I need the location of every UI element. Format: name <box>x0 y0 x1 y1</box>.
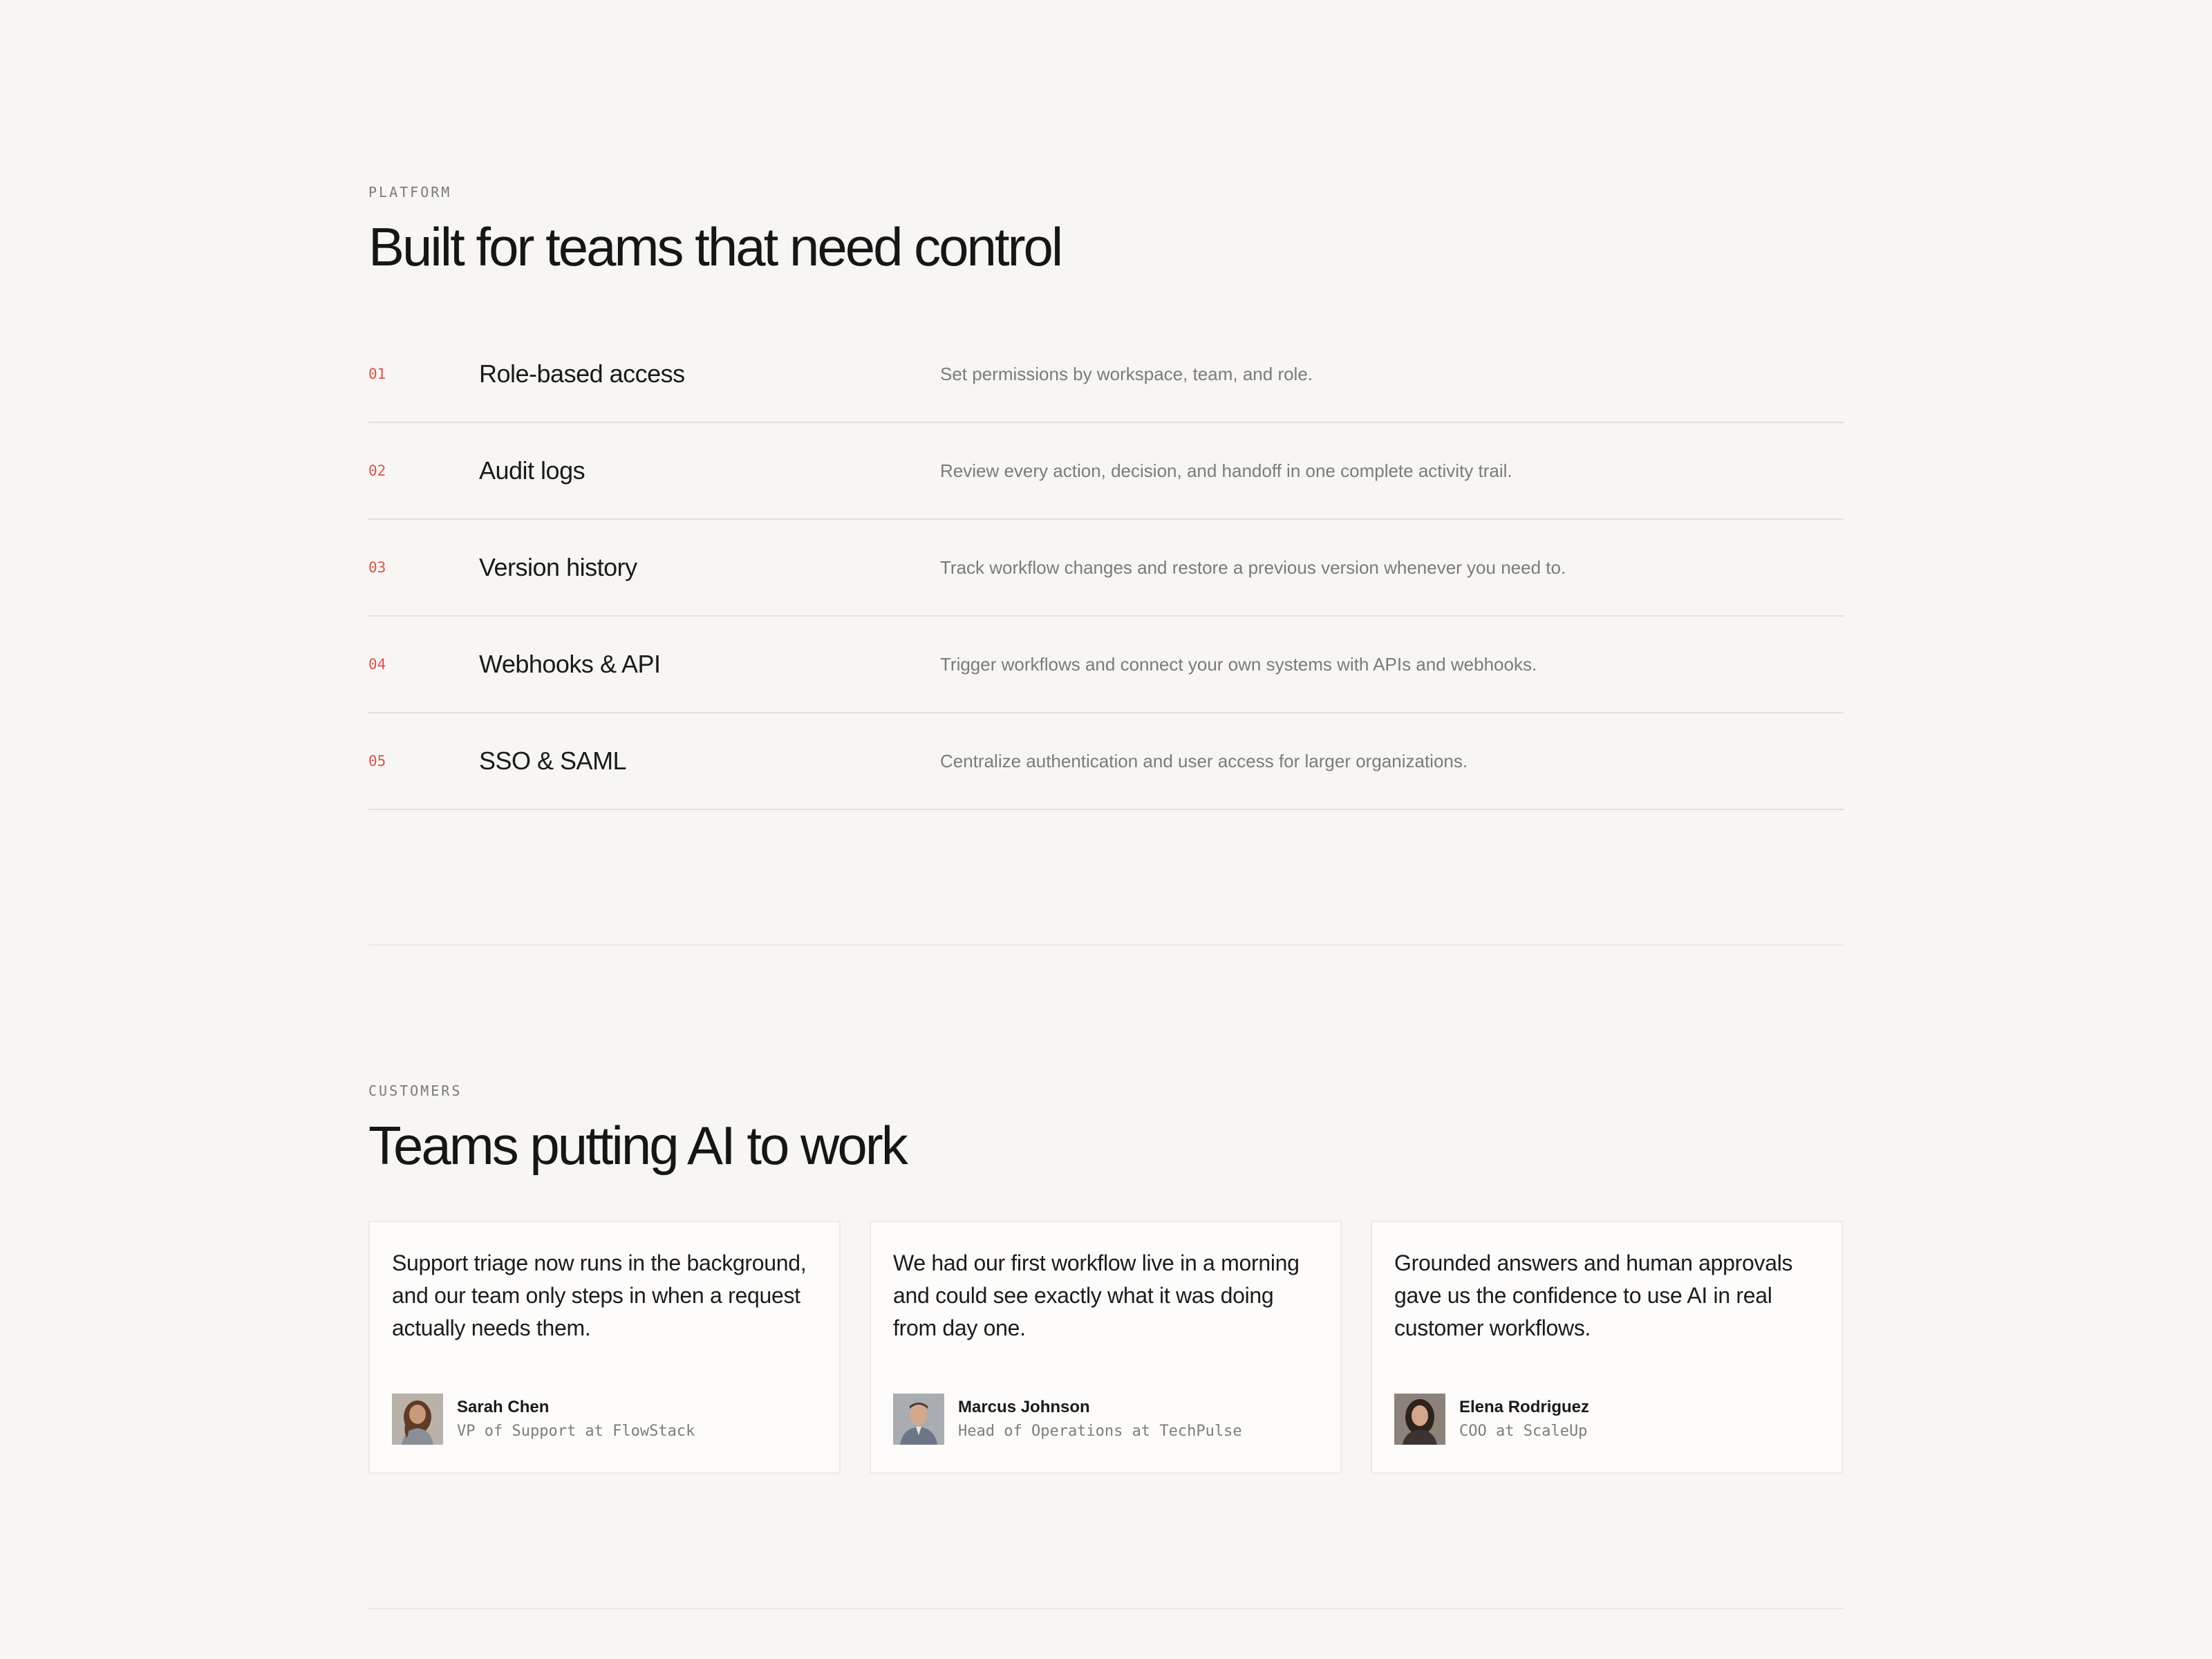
avatar <box>893 1394 944 1445</box>
customers-eyebrow: CUSTOMERS <box>368 1082 462 1099</box>
author-name: Marcus Johnson <box>958 1398 1090 1416</box>
customers-section <box>368 1084 1844 1474</box>
feature-number: 01 <box>368 366 386 382</box>
avatar-elena-rodriguez-icon <box>1394 1394 1445 1445</box>
feature-description: Centralize authentication and user access for larger organizations. <box>940 750 1468 771</box>
avatar <box>1394 1394 1445 1445</box>
testimonial-quote: Support triage now runs in the background, and our team only steps in when a request actually needs them. <box>392 1250 807 1340</box>
author-role: Head of Operations at TechPulse <box>958 1423 1242 1440</box>
platform-section <box>368 185 1844 810</box>
feature-description: Trigger workflows and connect your own systems with APIs and webhooks. <box>940 653 1537 675</box>
feature-name: Audit logs <box>479 456 585 485</box>
feature-name: Webhooks & API <box>479 650 661 678</box>
testimonial-quote: Grounded answers and human approvals gave us the confidence to use AI in real customer workflows. <box>1394 1250 1793 1340</box>
author-info <box>1459 1399 1589 1439</box>
author-name: Elena Rodriguez <box>1459 1398 1590 1416</box>
author-info <box>958 1399 1242 1439</box>
testimonial-quote: We had our first workflow live in a morning and could see exactly what it was doing from day one. <box>893 1250 1300 1340</box>
feature-description: Review every action, decision, and handoff in one complete activity trail. <box>940 460 1512 481</box>
testimonial-card <box>870 1221 1342 1474</box>
feature-description: Track workflow changes and restore a previous version whenever you need to. <box>940 556 1566 578</box>
feature-name: Version history <box>479 553 637 581</box>
feature-name: Role-based access <box>479 359 685 388</box>
testimonial-author <box>392 1394 695 1445</box>
feature-number: 04 <box>368 656 386 673</box>
author-name: Sarah Chen <box>457 1398 550 1416</box>
feature-number: 02 <box>368 462 386 479</box>
avatar-marcus-johnson-icon <box>893 1394 944 1445</box>
feature-row-role-based-access <box>368 326 1844 423</box>
avatar-sarah-chen-icon <box>392 1394 443 1445</box>
author-role: VP of Support at FlowStack <box>457 1423 695 1440</box>
section-divider <box>368 1608 1844 1609</box>
feature-row-audit-logs <box>368 423 1844 520</box>
customers-title: Teams putting AI to work <box>368 1115 906 1176</box>
feature-list <box>368 326 1844 810</box>
feature-name: SSO & SAML <box>479 747 627 775</box>
feature-row-sso-saml <box>368 713 1844 810</box>
testimonial-author <box>1394 1394 1589 1445</box>
testimonial-card <box>368 1221 841 1474</box>
feature-row-webhooks-api <box>368 617 1844 713</box>
testimonial-card <box>1371 1221 1843 1474</box>
feature-row-version-history <box>368 520 1844 617</box>
avatar <box>392 1394 443 1445</box>
platform-eyebrow: PLATFORM <box>368 184 452 200</box>
section-divider <box>368 944 1844 946</box>
author-info <box>457 1399 695 1439</box>
author-role: COO at ScaleUp <box>1459 1423 1588 1440</box>
testimonial-author <box>893 1394 1242 1445</box>
platform-title: Built for teams that need control <box>368 216 1062 277</box>
feature-number: 03 <box>368 559 386 576</box>
feature-description: Set permissions by workspace, team, and role. <box>940 363 1313 384</box>
testimonial-cards <box>368 1221 1844 1474</box>
feature-number: 05 <box>368 753 386 769</box>
